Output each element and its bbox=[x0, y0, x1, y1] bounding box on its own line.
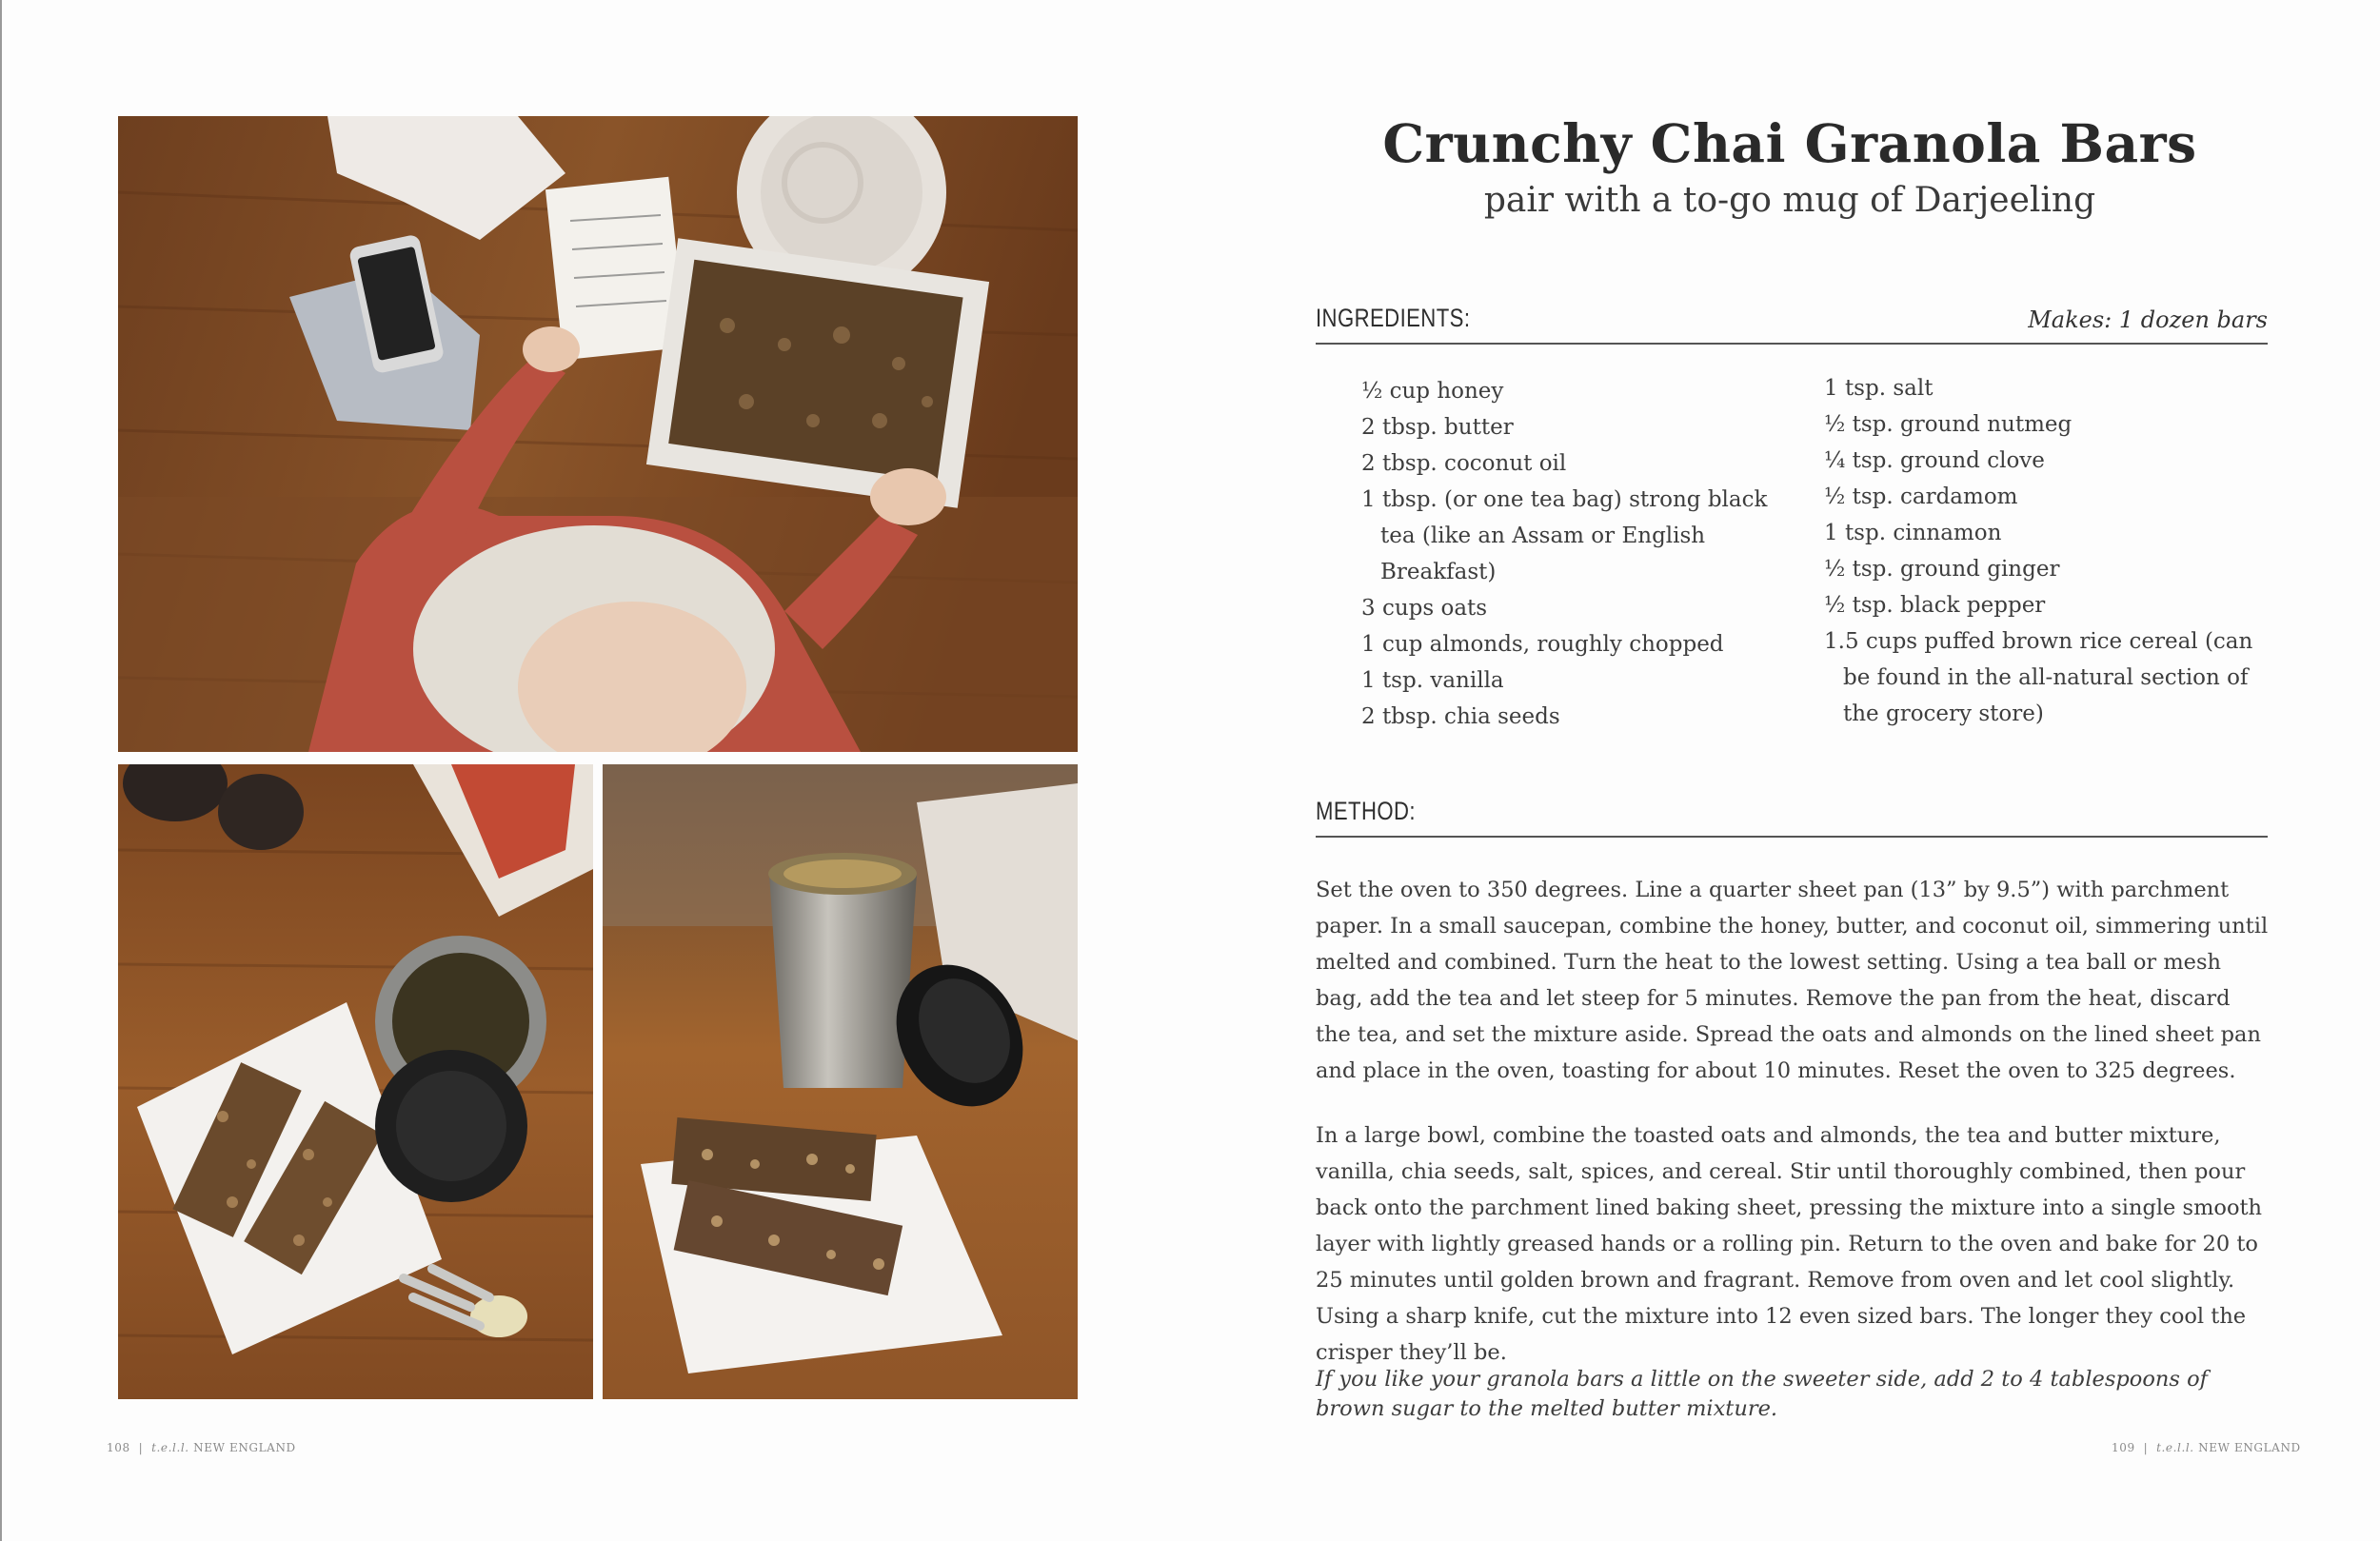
footer-left bbox=[107, 1441, 296, 1454]
footer-separator: | bbox=[2143, 1441, 2149, 1454]
ingredient-item: ½ tsp. black pepper bbox=[1824, 593, 2046, 618]
ingredient-item: ½ cup honey bbox=[1361, 379, 1504, 404]
ingredient-item: 1 tsp. cinnamon bbox=[1824, 521, 2002, 545]
recipe-title: Crunchy Chai Granola Bars bbox=[1382, 112, 2197, 174]
photo-granola-bars-with-tea-mug-image bbox=[603, 764, 1078, 1399]
photo-baking-overhead bbox=[118, 116, 1078, 752]
ingredient-item: 1 tsp. salt bbox=[1824, 376, 1934, 401]
footer-brand: t.e.l.l. bbox=[2156, 1441, 2194, 1454]
ingredients-heading: INGREDIENTS: bbox=[1316, 304, 1471, 332]
method-paragraph: In a large bowl, combine the toasted oats and almonds, the tea and butter mixture, vanilla, chia seeds, salt, spices, and cereal. Stir until thoroughly combined, then pour back onto the parchment lined baking sheet, pressing the mixture into a single smooth layer with lightly greased hands or a rolling pin. Return to the oven and bake for 20 to 25 minutes until golden brown and fragrant. Remove from oven and let cool slightly. Using a sharp knife, cut the mixture into 12 even sized bars. The longer they cool the crisper they’ll be. bbox=[1316, 1123, 2263, 1365]
page-spine bbox=[0, 0, 2, 1541]
page-number-right: 109 bbox=[2112, 1441, 2135, 1454]
recipe-yield: Makes: 1 dozen bars bbox=[2028, 306, 2268, 333]
photo-baking-overhead-image bbox=[118, 116, 1078, 752]
footer-publication: NEW ENGLAND bbox=[2198, 1441, 2301, 1454]
footer-brand: t.e.l.l. bbox=[151, 1441, 189, 1454]
method-tip-note: If you like your granola bars a little on the sweeter side, add 2 to 4 tablespoons of brown sugar to the melted butter mixture. bbox=[1316, 1367, 2208, 1421]
ingredient-item: 1 cup almonds, roughly chopped bbox=[1361, 632, 1724, 657]
ingredient-item: ¼ tsp. ground clove bbox=[1824, 448, 2045, 473]
ingredients-list-column-2 bbox=[1824, 370, 2271, 732]
ingredient-item: 3 cups oats bbox=[1361, 596, 1488, 621]
ingredient-item: 2 tbsp. coconut oil bbox=[1361, 451, 1567, 476]
footer-right bbox=[2112, 1441, 2301, 1454]
photo-granola-bars-flatlay-image bbox=[118, 764, 593, 1399]
method-header bbox=[1316, 798, 2268, 838]
ingredients-header bbox=[1316, 305, 2268, 345]
ingredient-item: 1.5 cups puffed brown rice cereal (can be found in the all-natural section of the grocery store) bbox=[1824, 629, 2253, 726]
ingredient-item: ½ tsp. cardamom bbox=[1824, 484, 2018, 509]
ingredient-item: 1 tsp. vanilla bbox=[1361, 668, 1504, 693]
photo-granola-bars-flatlay bbox=[118, 764, 593, 1399]
ingredient-item: 1 tbsp. (or one tea bag) strong black tea (like an Assam or English Breakfast) bbox=[1361, 487, 1768, 584]
ingredient-item: ½ tsp. ground ginger bbox=[1824, 557, 2060, 582]
recipe-subtitle: pair with a to-go mug of Darjeeling bbox=[1483, 181, 2096, 220]
ingredient-item: ½ tsp. ground nutmeg bbox=[1824, 412, 2073, 437]
ingredients-list-column-1 bbox=[1361, 373, 1809, 735]
ingredient-item: 2 tbsp. chia seeds bbox=[1361, 704, 1560, 729]
footer-separator: | bbox=[138, 1441, 144, 1454]
method-paragraph: Set the oven to 350 degrees. Line a quarter sheet pan (13” by 9.5”) with parchment paper. In a small saucepan, combine the honey, butter, and coconut oil, simmering until melted and combined. Turn the heat to the lowest setting. Using a tea ball or mesh bag, add the tea and let steep for 5 minutes. Remove the pan from the heat, discard the tea, and set the mixture aside. Spread the oats and almonds on the lined sheet pan and place in the oven, toasting for about 10 minutes. Reset the oven to 325 degrees. bbox=[1316, 878, 2269, 1083]
photo-granola-bars-with-tea-mug bbox=[603, 764, 1078, 1399]
page-number-left: 108 bbox=[107, 1441, 130, 1454]
method-heading: METHOD: bbox=[1316, 797, 1416, 825]
ingredient-item: 2 tbsp. butter bbox=[1361, 415, 1514, 440]
footer-publication: NEW ENGLAND bbox=[193, 1441, 296, 1454]
